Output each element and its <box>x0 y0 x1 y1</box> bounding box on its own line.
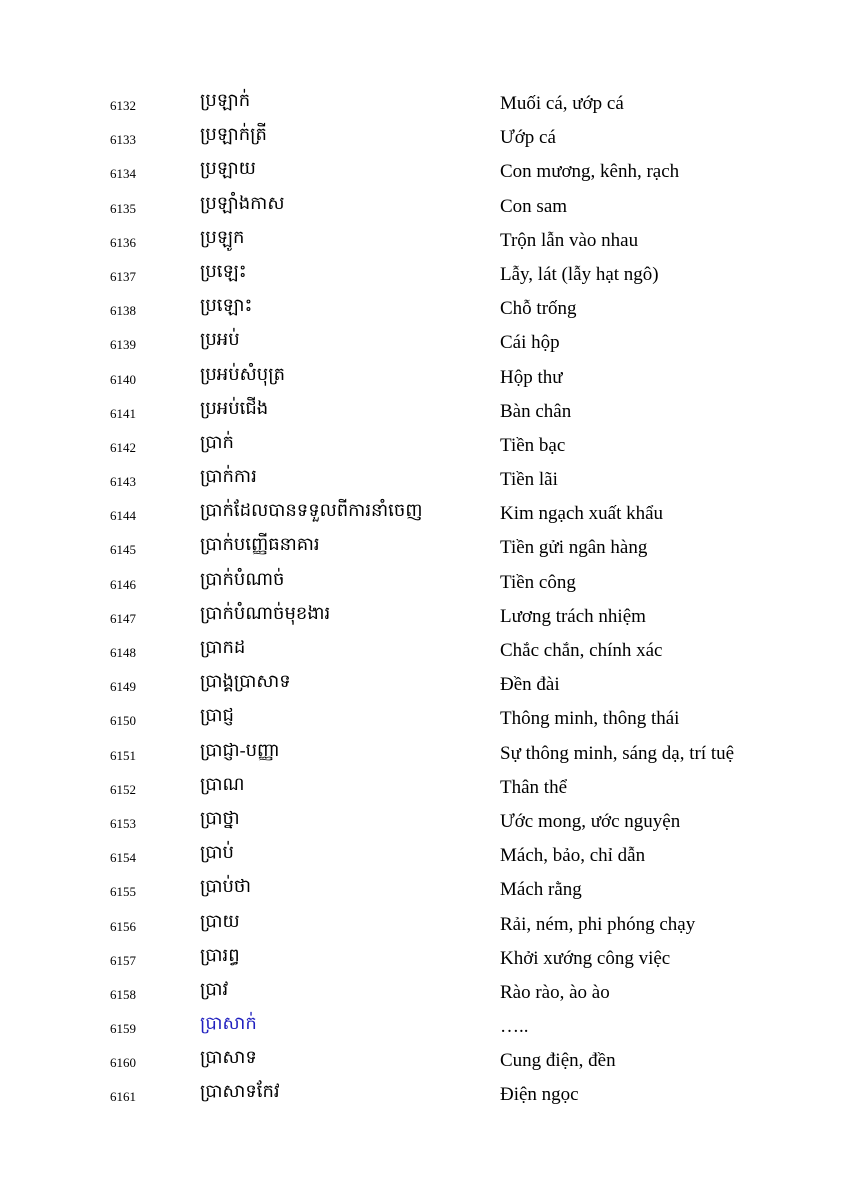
entry-number: 6161 <box>110 1089 136 1105</box>
list-item <box>0 223 848 257</box>
khmer-term: ប្រាក់ <box>200 431 234 452</box>
entry-number: 6153 <box>110 815 136 831</box>
list-item <box>0 530 848 564</box>
vietnamese-meaning: Chắc chắn, chính xác <box>500 640 663 661</box>
entry-number: 6149 <box>110 679 136 695</box>
entry-number: 6143 <box>110 474 136 490</box>
khmer-term: ប្រាកដ <box>200 637 246 657</box>
vietnamese-meaning: Tiền lãi <box>500 469 558 491</box>
list-item <box>0 838 848 872</box>
list-item <box>0 360 848 394</box>
list-item <box>0 975 848 1009</box>
entry-number: 6159 <box>110 1021 136 1037</box>
khmer-term: ប្រាក់ដែលបានទទួលពីការនាំចេញ <box>200 500 423 521</box>
khmer-term: ប្រាជ្ញ <box>200 705 234 726</box>
list-item <box>0 599 848 633</box>
vietnamese-meaning: Sự thông minh, sáng dạ, trí tuệ <box>500 742 735 764</box>
entry-number: 6133 <box>110 132 136 148</box>
khmer-term: ប្រាជ្ញា-បញ្ញា <box>200 739 280 760</box>
khmer-term: ប្រឡាំងកាស <box>200 192 285 213</box>
list-item <box>0 120 848 154</box>
vietnamese-meaning: Thông minh, thông thái <box>500 708 680 730</box>
khmer-term: ប្រាង្គប្រាសាទ <box>200 671 291 692</box>
entry-list <box>0 86 848 1112</box>
vietnamese-meaning: Cái hộp <box>500 332 560 354</box>
entry-number: 6137 <box>110 268 136 284</box>
khmer-term: ប្រាប់ <box>200 842 234 863</box>
list-item <box>0 941 848 975</box>
vietnamese-meaning: Tiền gửi ngân hàng <box>500 537 648 559</box>
vietnamese-meaning: Ước mong, ước nguyện <box>500 810 681 832</box>
khmer-term: ប្រាក់ការ <box>200 466 257 487</box>
entry-number: 6150 <box>110 713 136 729</box>
entry-number: 6148 <box>110 645 136 660</box>
khmer-term: ប្រអប់សំបុត្រ <box>200 363 285 384</box>
list-item <box>0 907 848 941</box>
entry-number: 6154 <box>110 850 136 866</box>
vietnamese-meaning: Con sam <box>500 195 568 217</box>
entry-number: 6144 <box>110 508 136 524</box>
vietnamese-meaning: Muối cá, ướp cá <box>500 93 624 114</box>
vietnamese-meaning: Mách rằng <box>500 879 582 901</box>
khmer-term: ប្រាណ <box>200 773 245 794</box>
entry-number: 6141 <box>110 405 136 421</box>
khmer-term: ប្រាថ្នា <box>200 807 240 828</box>
list-item <box>0 804 848 838</box>
khmer-term: ប្រាប់ថា <box>200 876 252 897</box>
khmer-term: ប្រាក់បំណាច់ <box>200 568 285 589</box>
list-item <box>0 565 848 599</box>
list-item <box>0 1009 848 1043</box>
khmer-term: ប្រាក់បញ្ញើធនាគារ <box>200 534 320 555</box>
entry-number: 6146 <box>110 576 136 592</box>
list-item <box>0 428 848 462</box>
entry-number: 6134 <box>110 166 136 182</box>
list-item <box>0 872 848 906</box>
list-item <box>0 291 848 325</box>
entry-number: 6132 <box>110 98 136 113</box>
khmer-term: ប្រាវ <box>200 978 229 999</box>
khmer-term: ប្រាសាទ <box>200 1047 257 1068</box>
khmer-term: ប្រឡាក់ត្រី <box>200 124 267 145</box>
vietnamese-meaning: Lẫy, lát (lẫy hạt ngô) <box>500 263 659 285</box>
khmer-term: ប្រាសាក់ <box>200 1013 257 1034</box>
list-item <box>0 462 848 496</box>
vietnamese-meaning: Lương trách nhiệm <box>500 605 646 627</box>
khmer-term: ប្រាក់បំណាច់មុខងារ <box>200 602 331 623</box>
list-item <box>0 701 848 735</box>
list-item <box>0 770 848 804</box>
vietnamese-meaning: Tiền công <box>500 571 576 593</box>
khmer-term: ប្រាសាទកែវ <box>200 1081 280 1102</box>
list-item <box>0 496 848 530</box>
list-item <box>0 1043 848 1077</box>
list-item <box>0 325 848 359</box>
list-item <box>0 394 848 428</box>
entry-number: 6142 <box>110 439 136 455</box>
list-item <box>0 667 848 701</box>
entry-number: 6152 <box>110 781 136 797</box>
entry-number: 6135 <box>110 200 136 216</box>
entry-number: 6151 <box>110 747 136 763</box>
entry-number: 6157 <box>110 952 136 968</box>
entry-number: 6136 <box>110 234 136 250</box>
vietnamese-meaning: Chỗ trống <box>500 298 577 320</box>
vietnamese-meaning: Rải, ném, phi phóng chạy <box>500 913 696 935</box>
vietnamese-meaning: Mách, bảo, chỉ dẫn <box>500 845 646 867</box>
khmer-term: ប្រអប់ <box>200 329 240 350</box>
entry-number: 6147 <box>110 610 136 626</box>
list-item <box>0 633 848 667</box>
vietnamese-meaning: Kim ngạch xuất khẩu <box>500 503 664 525</box>
entry-number: 6155 <box>110 884 136 900</box>
vietnamese-meaning: Khởi xướng công việc <box>500 947 671 969</box>
vietnamese-meaning: Hộp thư <box>500 366 563 388</box>
vietnamese-meaning: Điện ngọc <box>500 1084 579 1106</box>
vietnamese-meaning: Ướp cá <box>500 127 556 149</box>
vietnamese-meaning: Thân thể <box>500 776 568 798</box>
entry-number: 6160 <box>110 1055 136 1071</box>
khmer-term: ប្រារព្ធ <box>200 944 240 965</box>
khmer-term: ប្រឡោះ <box>200 295 253 316</box>
entry-number: 6145 <box>110 542 136 558</box>
list-item <box>0 257 848 291</box>
khmer-term: ប្រាយ <box>200 910 240 931</box>
entry-number: 6138 <box>110 303 136 319</box>
khmer-term: ប្រអប់ជើង <box>200 397 269 418</box>
entry-number: 6140 <box>110 371 136 387</box>
vietnamese-meaning: ….. <box>500 1016 529 1038</box>
list-item <box>0 86 848 120</box>
entry-number: 6139 <box>110 337 136 353</box>
vietnamese-meaning: Con mương, kênh, rạch <box>500 161 680 183</box>
vietnamese-meaning: Trộn lẫn vào nhau <box>500 229 639 251</box>
vietnamese-meaning: Cung điện, đền <box>500 1050 616 1072</box>
entry-number: 6158 <box>110 986 136 1002</box>
khmer-term: ប្រឡូក <box>200 226 245 247</box>
list-item <box>0 736 848 770</box>
list-item <box>0 1077 848 1111</box>
vietnamese-meaning: Đền đài <box>500 674 560 696</box>
vietnamese-meaning: Rào rào, ào ào <box>500 981 610 1003</box>
khmer-term: ប្រឡាក់ <box>200 90 251 110</box>
khmer-term: ប្រឡាយ <box>200 158 256 179</box>
entry-number: 6156 <box>110 918 136 934</box>
vietnamese-meaning: Bàn chân <box>500 400 572 422</box>
list-item <box>0 189 848 223</box>
list-item <box>0 154 848 188</box>
vietnamese-meaning: Tiền bạc <box>500 434 566 456</box>
khmer-term: ប្រឡេះ <box>200 260 247 281</box>
